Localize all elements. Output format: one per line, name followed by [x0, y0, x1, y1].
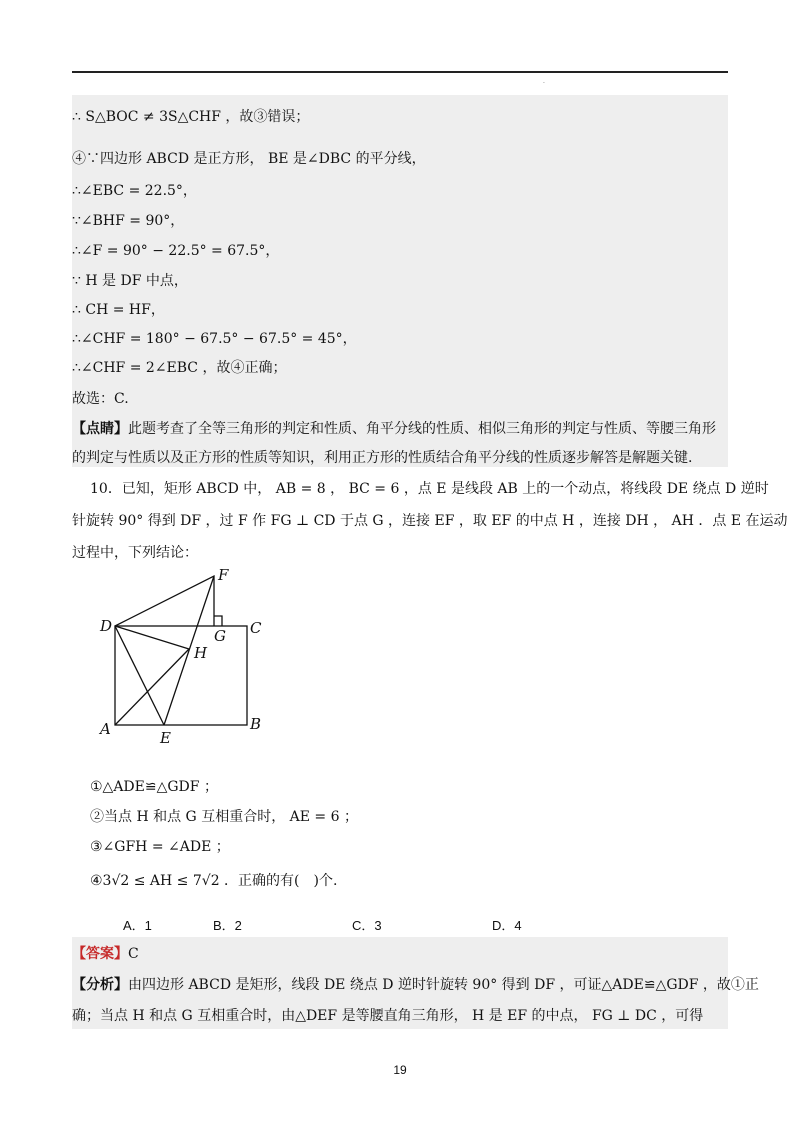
statement-2: ②当点 H 和点 G 互相重合时， AE = 6 ；: [90, 809, 358, 825]
header-rule: [72, 71, 728, 73]
solution-line-3: ∴∠EBC = 22.5°，: [72, 183, 197, 199]
segment-dh: [115, 626, 189, 649]
label-g: G: [214, 627, 226, 645]
solution-line-7: ∴ CH = HF，: [72, 302, 165, 318]
solution-line-2: ④∵四边形 ABCD 是正方形， BE 是∠DBC 的平分线，: [72, 151, 426, 167]
analysis-tag: 【分析】: [72, 977, 128, 993]
comment-line-2: 的判定与性质以及正方形的性质等知识，利用正方形的性质结合角平分线的性质逐步解答是解题关键.: [72, 450, 693, 466]
answer-line: [72, 943, 139, 963]
page-number: 19: [393, 1063, 407, 1077]
comment-line-1: [72, 418, 716, 438]
comment-text-1: 此题考查了全等三角形的判定和性质、角平分线的性质、相似三角形的判定与性质、等腰三角形: [128, 421, 716, 437]
label-c: C: [250, 619, 262, 637]
option-d: D．4: [492, 918, 522, 933]
answer-value: C: [128, 946, 139, 962]
solution-line-5: ∴∠F = 90° − 22.5° = 67.5°，: [72, 243, 280, 259]
statement-4: ④3√2 ≤ AH ≤ 7√2 ．正确的有( )个.: [90, 873, 338, 889]
question-line-3: 过程中，下列结论：: [72, 545, 198, 561]
geometry-figure: [90, 565, 290, 750]
label-b: B: [250, 715, 262, 733]
answer-tag: 【答案】: [72, 946, 128, 962]
solution-line-1: ∴ S△BOC ≠ 3S△CHF ，故③错误；: [72, 109, 310, 125]
label-f: F: [218, 566, 229, 584]
solution-line-9: ∴∠CHF = 2∠EBC ，故④正确；: [72, 360, 287, 376]
analysis-line-2: 确；当点 H 和点 G 互相重合时，由△DEF 是等腰直角三角形， H 是 EF 的中点， FG ⊥ DC ，可得: [72, 1008, 704, 1024]
label-h: H: [194, 644, 208, 662]
solution-line-6: ∵ H 是 DF 中点，: [72, 273, 188, 289]
question-line-2: 针旋转 90° 得到 DF ，过 F 作 FG ⊥ CD 于点 G ，连接 EF ，取 EF 的中点 H ，连接 DH ， AH ．点 E 在运动: [72, 513, 788, 529]
option-b: B．2: [213, 918, 242, 933]
analysis-line-1: [72, 974, 759, 994]
solution-line-4: ∵∠BHF = 90°，: [72, 213, 185, 229]
label-d: D: [100, 617, 113, 635]
statement-3: ③∠GFH = ∠ADE ；: [90, 839, 230, 855]
comment-tag: 【点睛】: [72, 421, 128, 437]
segment-de: [115, 626, 164, 725]
label-e: E: [160, 729, 171, 747]
analysis-text-1: 由四边形 ABCD 是矩形，线段 DE 绕点 D 逆时针旋转 90° 得到 DF ，可证△ADE≌△GDF ，故①正: [128, 977, 759, 993]
header-mark: ·: [543, 80, 545, 87]
label-a: A: [100, 720, 111, 738]
statement-1: ①△ADE≌△GDF ；: [90, 779, 218, 795]
option-c: C．3: [352, 918, 382, 933]
solution-line-10: 故选：C.: [72, 391, 129, 407]
right-angle-mark: [214, 616, 222, 626]
solution-line-8: ∴∠CHF = 180° − 67.5° − 67.5° = 45°，: [72, 331, 357, 347]
segment-ah: [115, 649, 189, 725]
question-line-1: 10．已知，矩形 ABCD 中， AB = 8 ， BC = 6 ，点 E 是线段 AB 上的一个动点，将线段 DE 绕点 D 逆时: [90, 481, 769, 497]
option-a: A．1: [123, 918, 152, 933]
